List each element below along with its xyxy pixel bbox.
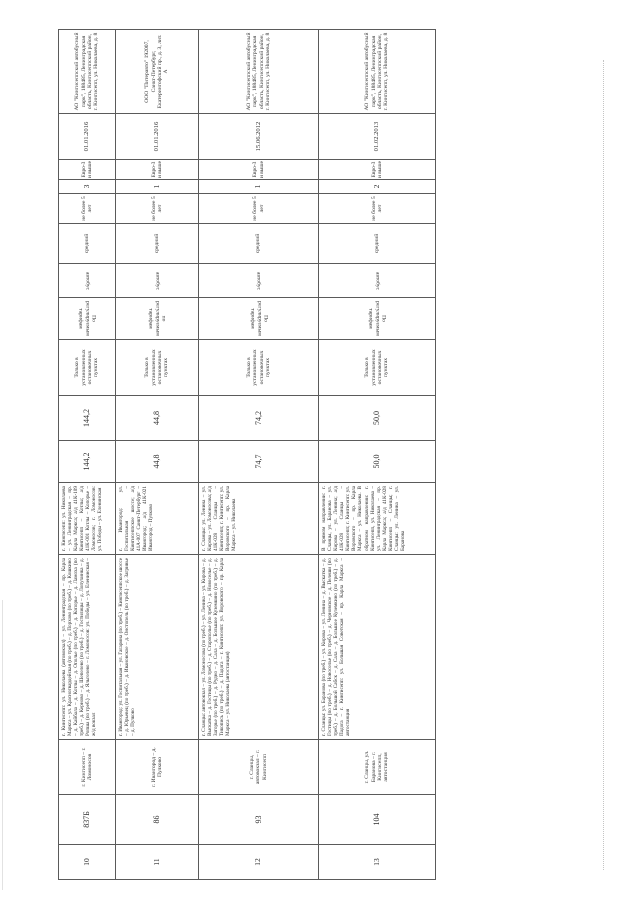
cell-stops bbox=[319, 554, 436, 739]
row-number-text: 10 bbox=[81, 858, 91, 866]
route-name-text: г. Сланцы, автовокзал – г. Кингисепп bbox=[248, 749, 268, 785]
cell-vehicle-count bbox=[199, 179, 319, 193]
cell-route-number bbox=[319, 794, 436, 844]
vehicle-age-text: не более 5 лет bbox=[80, 196, 93, 221]
cell-length-backward bbox=[59, 395, 116, 440]
vehicle-class-text: средний bbox=[153, 233, 160, 254]
boarding-order-text: Только в установленных остановочных пунктах bbox=[74, 349, 100, 386]
length-backward-text: 144,2 bbox=[82, 409, 92, 427]
cell-start-date bbox=[319, 113, 436, 159]
length-backward-text: 74,2 bbox=[253, 411, 263, 425]
cell-row-number bbox=[59, 844, 116, 879]
start-date-text: 01.01.2016 bbox=[153, 121, 161, 152]
cell-vehicle-count bbox=[116, 179, 199, 193]
route-name-text: г. Кингисепп – г. Ломоносов bbox=[80, 747, 93, 787]
cell-vehicle-type bbox=[116, 263, 199, 297]
cell-length-forward bbox=[199, 440, 319, 482]
cell-boarding-order bbox=[116, 339, 199, 395]
scan-artifact-line bbox=[603, 60, 604, 870]
carrier-text: ООО "Питеравто" 192007, Санкт-Петербург, Екатерингофский пр., д. 3, лит. А bbox=[144, 34, 170, 109]
start-date-text: 01.02.2013 bbox=[373, 121, 381, 152]
cell-vehicle-class bbox=[199, 223, 319, 263]
vehicle-age-text: не более 5 лет bbox=[370, 196, 383, 221]
cell-route-name bbox=[319, 739, 436, 794]
boarding-order-text: Только в установленных остановочных пунктах bbox=[144, 349, 170, 386]
cell-route-path bbox=[59, 482, 116, 554]
cell-tariff-type bbox=[199, 297, 319, 339]
carrier-text: АО "Кингисеппский автобусный парк", 188485, Ленинградская область, Кингисеппский район, г. Кингисепп, ул. Николаева, д. 8 bbox=[245, 32, 271, 111]
cell-boarding-order bbox=[319, 339, 436, 395]
cell-eco-class bbox=[319, 159, 436, 179]
vehicle-count-text: 1 bbox=[253, 184, 263, 189]
cell-vehicle-age bbox=[116, 193, 199, 223]
cell-route-name bbox=[116, 739, 199, 794]
cell-vehicle-class bbox=[116, 223, 199, 263]
cell-start-date bbox=[199, 113, 319, 159]
eco-class-text: Евро-3 и выше bbox=[150, 161, 163, 178]
cell-start-date bbox=[59, 113, 116, 159]
cell-vehicle-class bbox=[319, 223, 436, 263]
cell-start-date bbox=[116, 113, 199, 159]
stops-text: г. Сланцы: ул. Баранова (по треб.) – ул. Кирова – ул. Ленина – д. Выскатка – д. Гостицы (по треб.) – д. Новоселье (по треб.) – д. Черновское – д. Пелеши (по треб.) – д. Большой Сабск – д. Сала – д. Большое Куземкино (по треб.) – д. Падога – г. Кингисепп: ул. Большая Советская – пр. Карла Маркса – автостанция bbox=[321, 558, 352, 736]
cell-eco-class bbox=[199, 159, 319, 179]
length-forward-text: 50,0 bbox=[372, 454, 382, 469]
route-path-text: В прямом направлении: г. Сланцы, ул. Баранова – ул. Кирова – ул. Ленина; а/д 41К-028 Сланцы – Кингисепп; г. Кингисепп: ул. Воровского – пр. Карла Маркса – ул. Николаева. В обратном направлении: г. Кингисепп, ул. Николаева – ул. Ленинградская – пр. Карла Маркса; а/д 41К-028 Кингисепп – Сланцы; г. Сланцы: ул. Ленина – ул. Баранова bbox=[321, 486, 407, 551]
cell-vehicle-count bbox=[319, 179, 436, 193]
boarding-order-text: Только в установленных остановочных пунктах bbox=[245, 349, 271, 386]
cell-vehicle-type bbox=[59, 263, 116, 297]
cell-route-path bbox=[116, 482, 199, 554]
cell-length-backward bbox=[199, 395, 319, 440]
cell-vehicle-type bbox=[199, 263, 319, 297]
vehicle-class-text: средний bbox=[83, 233, 90, 254]
routes-table bbox=[58, 29, 436, 880]
eco-class-text: Евро-3 и выше bbox=[80, 161, 93, 178]
cell-eco-class bbox=[116, 159, 199, 179]
cell-stops bbox=[59, 554, 116, 739]
eco-class-text: Евро-3 и выше bbox=[370, 161, 383, 178]
cell-tariff-type bbox=[319, 297, 436, 339]
row-number-text: 11 bbox=[151, 858, 161, 866]
route-number-text: 104 bbox=[372, 813, 382, 826]
boarding-order-text: Только в установленных остановочных пунктах bbox=[364, 349, 390, 386]
cell-eco-class bbox=[59, 159, 116, 179]
cell-route-number bbox=[116, 794, 199, 844]
cell-length-forward bbox=[59, 440, 116, 482]
route-name-text: г. Сланцы, ул. Баранова – г. Кингисепп, автостанция bbox=[364, 750, 390, 784]
cell-length-backward bbox=[116, 395, 199, 440]
cell-route-name bbox=[199, 739, 319, 794]
cell-tariff-type bbox=[59, 297, 116, 339]
vehicle-class-text: средний bbox=[255, 233, 262, 254]
length-backward-text: 50,0 bbox=[372, 411, 382, 425]
vehicle-count-text: 3 bbox=[81, 184, 91, 189]
carrier-text: АО "Кингисеппский автобусный парк", 188485, Ленинградская область, Кингисеппский район, г. Кингисепп, ул. Николаева, д. 8 bbox=[74, 32, 100, 111]
route-path-text: г. Ивангород: ул. Госпитальная – Кингисеппское шоссе; а/д 41А-007 Санкт-Петербург – Ивангород; а/д 41К-021 Ивангород – Пулково bbox=[118, 486, 155, 551]
cell-stops bbox=[116, 554, 199, 739]
cell-carrier bbox=[59, 29, 116, 113]
vehicle-count-text: 2 bbox=[371, 184, 381, 189]
row-number-text: 12 bbox=[253, 858, 263, 866]
cell-route-number bbox=[199, 794, 319, 844]
cell-row-number bbox=[116, 844, 199, 879]
cell-row-number bbox=[199, 844, 319, 879]
route-path-text: г. Сланцы: ул. Ленина – ул. Кирова – ул. Ломоносова; а/д 41К-028 Сланцы – Кингисепп; г. Кингисепп: ул. Воровского – пр. Карла Маркса – ул. Николаева bbox=[201, 486, 238, 551]
route-path-text: г. Кингисепп: ул. Николаева – ул. Ленинградская – пр. Карла Маркса; а/д 41К-109 Кингисепп – Котлы; а/д 41К-001 Котлы – Копорье – Ломоносов; г. Ломоносов: ул. Победы – ул. Еленинская bbox=[61, 486, 104, 551]
cell-length-forward bbox=[116, 440, 199, 482]
cell-route-path bbox=[199, 482, 319, 554]
stops-text: г. Ивангород: ул. Госпитальная – ул. Гагарина (по треб.) – Кингисеппское шоссе – д. Юрьевец (по треб.) – д. Ивановское – д. Онстопель (по треб.) – д. Загривье – д. Пулково bbox=[118, 558, 137, 736]
cell-vehicle-age bbox=[319, 193, 436, 223]
cell-carrier bbox=[199, 29, 319, 113]
cell-boarding-order bbox=[59, 339, 116, 395]
vehicle-age-text: не более 5 лет bbox=[252, 196, 265, 221]
cell-vehicle-count bbox=[59, 179, 116, 193]
vehicle-type-text: автобус bbox=[84, 271, 91, 290]
row-number-text: 13 bbox=[371, 858, 381, 866]
cell-vehicle-class bbox=[59, 223, 116, 263]
start-date-text: 01.01.2016 bbox=[83, 121, 91, 152]
cell-length-backward bbox=[319, 395, 436, 440]
tariff-type-text: По регулируемым тарифам bbox=[367, 301, 387, 336]
start-date-text: 15.06.2012 bbox=[254, 121, 262, 152]
cell-vehicle-age bbox=[59, 193, 116, 223]
eco-class-text: Евро-3 и выше bbox=[252, 161, 265, 178]
cell-carrier bbox=[319, 29, 436, 113]
cell-carrier bbox=[116, 29, 199, 113]
cell-tariff-type bbox=[116, 297, 199, 339]
cell-route-number bbox=[59, 794, 116, 844]
route-number-text: 837Б bbox=[82, 811, 92, 828]
length-forward-text: 74,7 bbox=[253, 454, 263, 469]
cell-vehicle-type bbox=[319, 263, 436, 297]
cell-boarding-order bbox=[199, 339, 319, 395]
stops-text: г. Кингисепп: ул. Николаева (автовокзал) – ул. Ленинградская – пр. Карла Маркса – ул. Красногвардейская (по треб.) – д. Порхово (по треб.) – д. Кошкино – д. Кайбала – д. Котлы – д. Ополье (по треб.) – д. Копорье – д. Ламоха (по треб.) – д. Керново – д. Шепелево (по треб.) – д. Гостилицы – д. Лопухинка – д. Ропша (по треб.) – д. Яльгелево – г. Ломоносов: ул. Победы – ул. Еленинская – ж/д вокзал bbox=[61, 558, 98, 736]
vehicle-type-text: автобус bbox=[255, 271, 262, 290]
vehicle-type-text: автобус bbox=[374, 271, 381, 290]
tariff-type-text: По регулируемым тарифам bbox=[249, 301, 269, 336]
cell-length-forward bbox=[319, 440, 436, 482]
vehicle-type-text: автобус bbox=[154, 271, 161, 290]
length-backward-text: 44,8 bbox=[152, 411, 162, 425]
vehicle-class-text: средний bbox=[373, 233, 380, 254]
cell-stops bbox=[199, 554, 319, 739]
tariff-type-text: По регулируемым тарифам bbox=[77, 301, 97, 336]
length-forward-text: 44,8 bbox=[152, 454, 162, 469]
cell-row-number bbox=[319, 844, 436, 879]
route-number-text: 86 bbox=[152, 815, 162, 824]
carrier-text: АО "Кингисеппский автобусный парк", 188485, Ленинградская область, Кингисеппский район, г. Кингисепп, ул. Николаева, д. 8 bbox=[364, 32, 390, 111]
cell-route-name bbox=[59, 739, 116, 794]
length-forward-text: 144,2 bbox=[82, 452, 92, 471]
scan-edge-line bbox=[2, 600, 3, 890]
tariff-type-text: по регулируемым тарифам bbox=[147, 301, 167, 336]
cell-vehicle-age bbox=[199, 193, 319, 223]
stops-text: г. Сланцы: автовокзал – ул. Ломоносова (по треб.) – ул. Ленина – ул. Кирова – д. Выскатка – д. Гостицы (по треб.) – д. Старополье (по треб.) – д. Новоселье – д. Загорье (по треб.) – д. Рудно – д. Сала – д. Большое Куземкино (по треб.) – д. Тикопись (по треб.) – д. Падога – г. Кингисепп: ул. Воровского – пр. Карла Маркса – ул. Николаева (автостанция) bbox=[201, 558, 232, 736]
cell-route-path bbox=[319, 482, 436, 554]
route-name-text: г. Ивангород – д. Пулково bbox=[150, 747, 163, 787]
vehicle-count-text: 1 bbox=[151, 184, 161, 189]
route-number-text: 93 bbox=[253, 815, 263, 824]
vehicle-age-text: не более 5 лет bbox=[150, 196, 163, 221]
